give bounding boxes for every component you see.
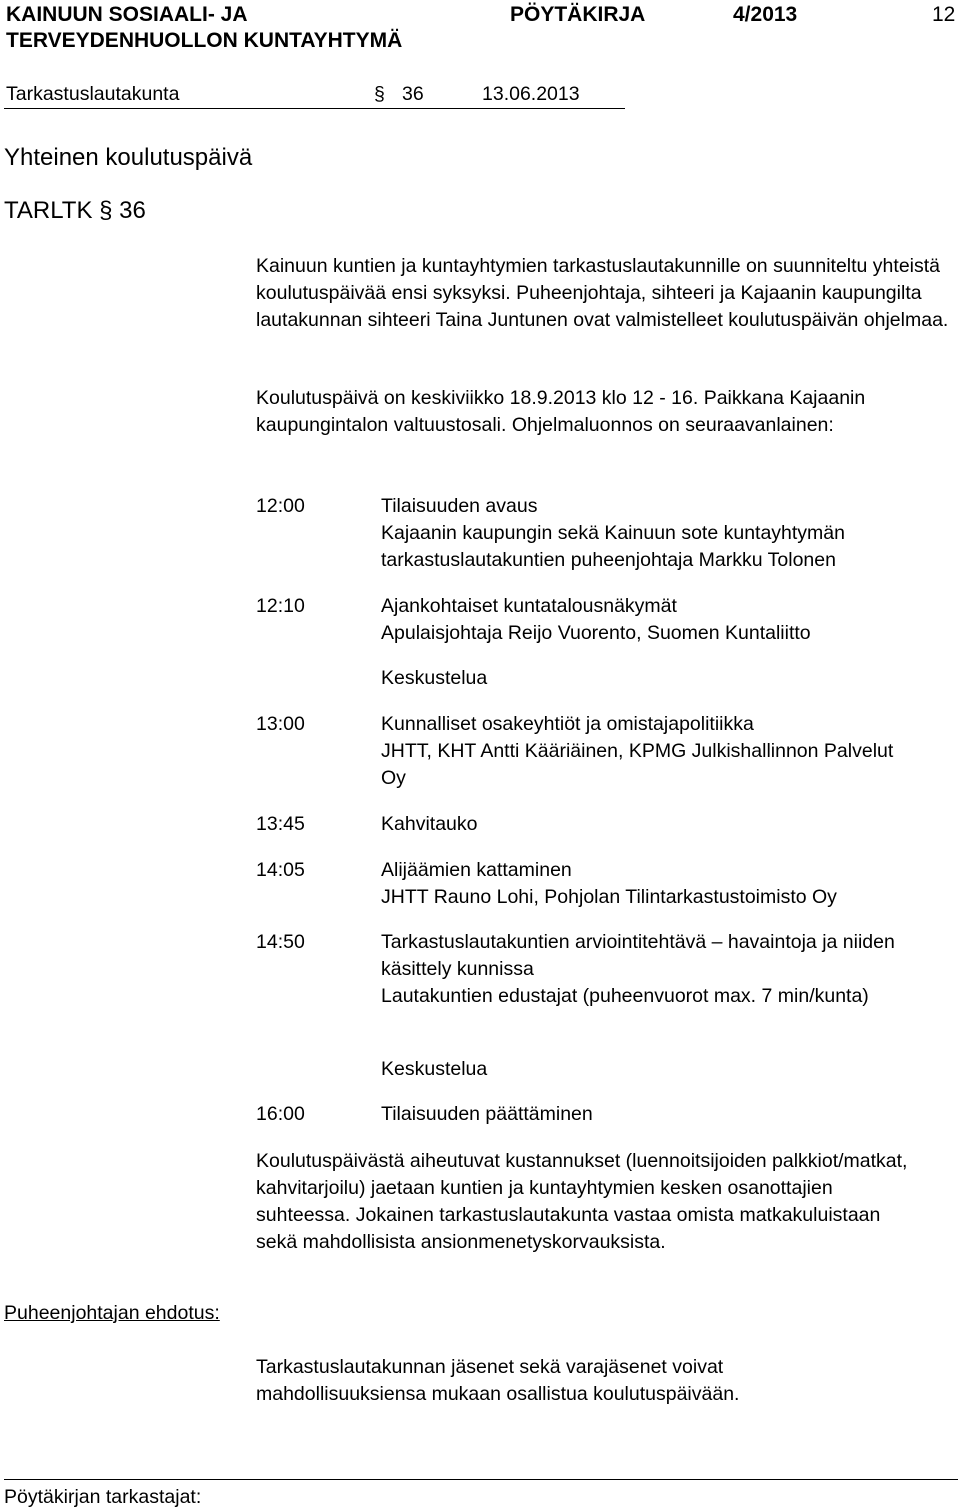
program-time: 14:50	[256, 931, 305, 953]
program-item: Tilaisuuden päättäminen	[381, 1103, 593, 1125]
costs-paragraph: Koulutuspäivästä aiheutuvat kustannukset (luennoitsijoiden palkkiot/matkat, kahvitarjoilu) jaetaan kuntien ja kuntayhtymien kesken osanottajien suhteessa. Jokainen tarkastuslautakunta vastaa omista matkakuluistaan sekä mahdollisista ansionmenetyskorvauksista.	[256, 1150, 908, 1253]
program-item: Tarkastuslautakuntien arviointitehtävä – havaintoja ja niiden käsittely kunnissa Lautakuntien edustajat (puheenvuorot max. 7 min/kunta)	[381, 931, 895, 1007]
org-name-line2: TERVEYDENHUOLLON KUNTAYHTYMÄ	[6, 29, 403, 52]
section-sign-icon: §	[374, 83, 385, 105]
program-time: 16:00	[256, 1103, 305, 1125]
program-item: Keskustelua	[381, 1058, 488, 1080]
page-title: Yhteinen koulutuspäivä	[4, 144, 253, 171]
schedule-intro: Koulutuspäivä on keskiviikko 18.9.2013 klo 12 - 16. Paikkana Kajaanin kaupungintalon valtuustosali. Ohjelmaluonnos on seuraavanlainen:	[256, 387, 866, 436]
program-time: 13:00	[256, 713, 305, 735]
program-item: Kahvitauko	[381, 813, 478, 835]
program-item: Ajankohtaiset kuntatalousnäkymät Apulaisjohtaja Reijo Vuorento, Suomen Kuntaliitto	[381, 595, 811, 644]
program-item: Tilaisuuden avaus Kajaanin kaupungin sekä Kainuun sote kuntayhtymän tarkastuslautakuntien puheenjohtaja Markku Tolonen	[381, 495, 845, 571]
intro-paragraph: Kainuun kuntien ja kuntayhtymien tarkastuslautakunnille on suunniteltu yhteistä koulutuspäivää ensi syksyksi. Puheenjohtaja, sihteeri ja Kajaanin kaupungilta lautakunnan sihteeri Taina Juntunen ovat valmistelleet koulutuspäivän ohjelmaa.	[256, 255, 949, 331]
program-item: Alijäämien kattaminen JHTT Rauno Lohi, Pohjolan Tilintarkastustoimisto Oy	[381, 859, 837, 908]
program-time: 12:00	[256, 495, 305, 517]
proposal-text: Tarkastuslautakunnan jäsenet sekä varajäsenet voivat mahdollisuuksiensa mukaan osallistua koulutuspäivään.	[256, 1356, 740, 1405]
program-item: Kunnalliset osakeyhtiöt ja omistajapolitiikka JHTT, KHT Antti Kääriäinen, KPMG Julkishallinnon Palvelut Oy	[381, 713, 894, 789]
footer-rule	[4, 1479, 958, 1480]
program-time: 12:10	[256, 595, 305, 617]
meeting-section	[374, 81, 424, 108]
section-ref: TARLTK § 36	[4, 197, 146, 224]
program-time: 13:45	[256, 813, 305, 835]
program-item: Keskustelua	[381, 667, 488, 689]
doc-number: 4/2013	[733, 3, 798, 26]
page-number: 12	[932, 3, 956, 26]
doc-type: PÖYTÄKIRJA	[510, 3, 646, 26]
header-rule	[4, 108, 625, 109]
meeting-date: 13.06.2013	[482, 83, 580, 105]
org-name-line1: KAINUUN SOSIAALI- JA	[6, 3, 248, 26]
program-time: 14:05	[256, 859, 305, 881]
meeting-section-number: 36	[402, 83, 424, 105]
footer-label: Pöytäkirjan tarkastajat:	[4, 1486, 202, 1508]
meeting-body: Tarkastuslautakunta	[6, 83, 180, 105]
proposal-label: Puheenjohtajan ehdotus:	[4, 1302, 220, 1324]
